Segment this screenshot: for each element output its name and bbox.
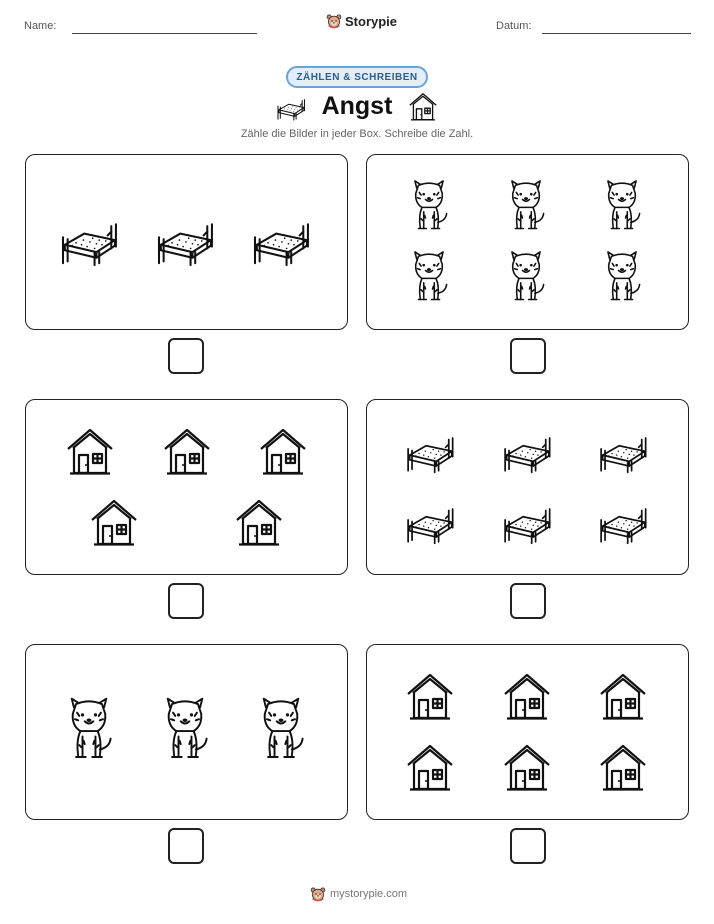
date-write-line[interactable] [542,33,691,34]
bed-icon [405,430,455,474]
brand-name: Storypie [345,13,398,29]
date-label: Datum: [496,20,532,32]
topic-badge: ZÄHLEN & SCHREIBEN [286,66,428,88]
instruction-text: Zähle die Bilder in jeder Box. Schreibe die Zahl. [240,128,474,140]
house-icon [258,427,308,477]
bed-icon [155,215,215,267]
answer-box-6[interactable] [510,828,546,864]
answer-box-2[interactable] [510,338,546,374]
house-icon [405,672,455,722]
name-label: Name: [24,20,57,32]
dog-icon [407,251,451,304]
footer [310,886,407,902]
house-icon [89,498,139,548]
bed-icon [598,501,648,545]
dog-icon [62,697,116,763]
counting-box-1 [25,154,348,330]
house-icon [405,743,455,793]
name-write-line[interactable] [72,33,257,34]
bear-mascot-icon [326,13,342,29]
counting-box-3 [25,399,348,575]
house-icon [598,672,648,722]
dog-icon [407,180,451,233]
bed-icon [502,501,552,545]
bed-icon [405,501,455,545]
bed-icon [502,430,552,474]
house-icon [234,498,284,548]
answer-box-1[interactable] [168,338,204,374]
footer-url[interactable]: mystorypie.com [330,888,408,900]
house-icon [502,672,552,722]
counting-box-4 [366,399,689,575]
house-icon [65,427,115,477]
bear-mascot-icon [310,886,326,902]
answer-box-3[interactable] [168,583,204,619]
bed-icon [59,215,119,267]
house-icon [502,743,552,793]
counting-box-6 [366,644,689,820]
house-icon [162,427,212,477]
dog-icon [600,251,644,304]
bed-icon [251,215,311,267]
dog-icon [254,697,308,763]
dog-icon [158,697,212,763]
answer-box-5[interactable] [168,828,204,864]
counting-box-5 [25,644,348,820]
dog-icon [600,180,644,233]
answer-box-4[interactable] [510,583,546,619]
storypie-logo [326,13,397,29]
worksheet-title: Angst [321,92,393,120]
dog-icon [504,180,548,233]
dog-icon [504,251,548,304]
house-icon [408,92,438,122]
bed-icon [598,430,648,474]
counting-box-2 [366,154,689,330]
house-icon [598,743,648,793]
